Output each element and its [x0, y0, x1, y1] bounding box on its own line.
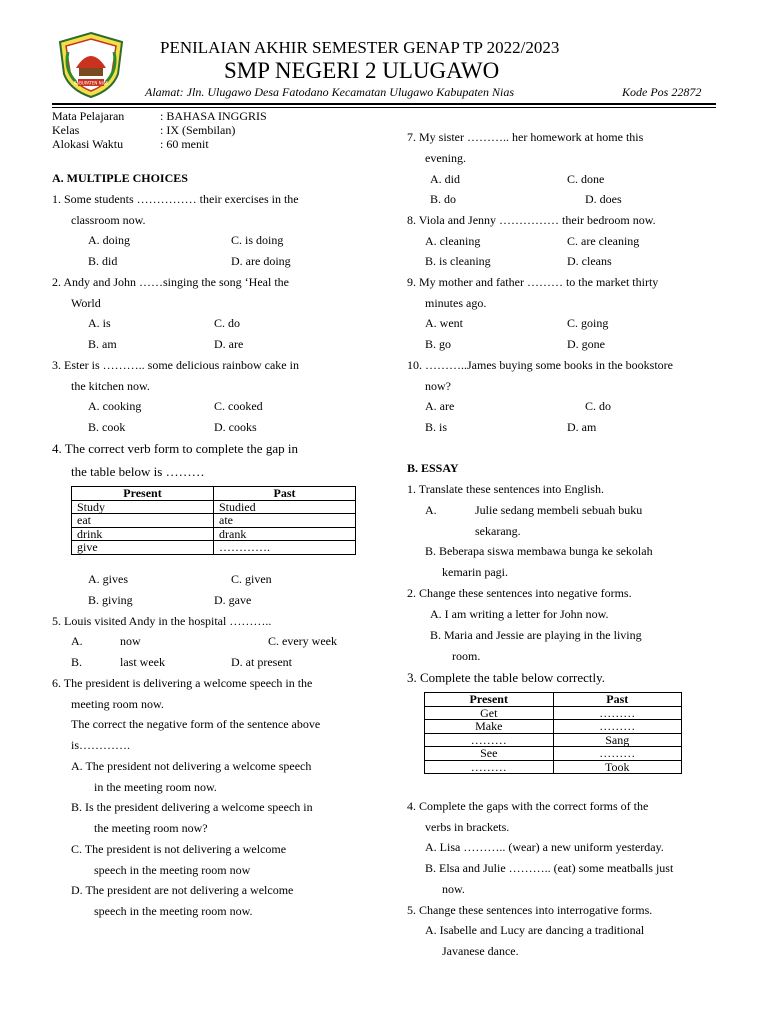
essay4-line2: verbs in brackets.: [425, 820, 510, 834]
class-value: : IX (Sembilan): [160, 123, 236, 137]
q6-option-a: A. The president not delivering a welcome speech: [71, 759, 312, 773]
q5-line1: 5. Louis visited Andy in the hospital ………..: [52, 614, 272, 628]
table-cell: give: [72, 541, 214, 555]
q6-option-b-cont: the meeting room now?: [94, 821, 208, 835]
essay1-line1: 1. Translate these sentences into English.: [407, 482, 604, 496]
q9-option-c: C. going: [567, 316, 609, 330]
q6-line4: is………….: [71, 738, 131, 752]
q9-line1: 9. My mother and father ……… to the market thirty: [407, 275, 659, 289]
q8-option-d: D. cleans: [567, 254, 612, 268]
q7-option-c: C. done: [567, 172, 605, 186]
essay5-line1: 5. Change these sentences into interrogative forms.: [407, 903, 653, 917]
q5-option-d: D. at present: [231, 655, 292, 669]
logo-text: KABUPATEN NIAS: [73, 80, 109, 86]
q7-line1: 7. My sister ……….. her homework at home this: [407, 130, 644, 144]
essay5-a-text: A. Isabelle and Lucy are dancing a traditional: [425, 923, 645, 937]
q10-line1: 10. ………..James buying some books in the bookstore: [407, 358, 673, 372]
school-emblem-logo: [54, 30, 128, 100]
q4-line2: the table below is ………: [71, 464, 205, 479]
essay4-a-text: A. Lisa ……….. (wear) a new uniform yesterday.: [425, 840, 664, 854]
subject-value: : BAHASA INGGRIS: [160, 109, 267, 123]
table-row: [425, 720, 682, 734]
essay1-b-text: B. Beberapa siswa membawa bunga ke sekolah: [425, 544, 653, 558]
q3-line1: 3. Ester is ……….. some delicious rainbow cake in: [52, 358, 299, 372]
q2-line1: 2. Andy and John ……singing the song ‘Heal the: [52, 275, 289, 289]
table-cell: See: [425, 747, 554, 761]
q10-line2: now?: [425, 379, 451, 393]
essay1-a-cont: sekarang.: [475, 524, 521, 538]
q4-line1: 4. The correct verb form to complete the gap in: [52, 441, 298, 456]
essay1-b-cont: kemarin pagi.: [442, 565, 508, 579]
q3-option-b: B. cook: [88, 420, 126, 434]
table-row: [425, 706, 682, 720]
q5-option-c: C. every week: [268, 634, 337, 648]
q9-line2: minutes ago.: [425, 296, 487, 310]
q6-option-a-cont: in the meeting room now.: [94, 780, 217, 794]
q3-option-c: C. cooked: [214, 399, 263, 413]
q1-line1: 1. Some students …………… their exercises in the: [52, 192, 299, 206]
q9-option-a: A. went: [425, 316, 463, 330]
table-cell: eat: [72, 514, 214, 528]
school-address: Alamat: Jln. Ulugawo Desa Fatodano Kecamatan Ulugawo Kabupaten Nias: [145, 85, 514, 99]
table-row: [425, 733, 682, 747]
q6-option-c: C. The president is not delivering a welcome: [71, 842, 287, 856]
table-cell: drink: [72, 527, 214, 541]
q6-option-c-cont: speech in the meeting room now: [94, 863, 251, 877]
essay3-table-header-present: Present: [425, 693, 554, 707]
essay3-line1: 3. Complete the table below correctly.: [407, 670, 606, 685]
essay3-verb-table: [424, 692, 682, 774]
essay2-b-text: B. Maria and Jessie are playing in the living: [430, 628, 642, 642]
table-cell: Took: [553, 760, 682, 774]
table-cell: Get: [425, 706, 554, 720]
table-row: [72, 527, 356, 541]
table-cell: ate: [214, 514, 356, 528]
q2-line2: World: [71, 296, 101, 310]
table-cell: drank: [214, 527, 356, 541]
postal-code: Kode Pos 22872: [622, 85, 702, 99]
q4-table-header-past: Past: [214, 487, 356, 501]
q6-option-b: B. Is the president delivering a welcome speech in: [71, 800, 313, 814]
q6-line3: The correct the negative form of the sentence above: [71, 717, 321, 731]
essay3-table-header-past: Past: [553, 693, 682, 707]
q10-option-b: B. is: [425, 420, 448, 434]
table-cell: Study: [72, 500, 214, 514]
q4-verb-table: [71, 486, 356, 555]
table-cell: Make: [425, 720, 554, 734]
q6-line2: meeting room now.: [71, 697, 164, 711]
q7-line2: evening.: [425, 151, 466, 165]
table-row: [72, 541, 356, 555]
q3-option-d: D. cooks: [214, 420, 257, 434]
header-rule-thin: [52, 107, 716, 108]
q10-option-c: C. do: [585, 399, 612, 413]
q8-line1: 8. Viola and Jenny …………… their bedroom now.: [407, 213, 656, 227]
q4-option-d: D. gave: [214, 593, 252, 607]
table-row: [425, 747, 682, 761]
table-row: [72, 500, 356, 514]
essay2-b-cont: room.: [452, 649, 481, 663]
table-cell: ………: [425, 760, 554, 774]
time-value: : 60 menit: [160, 137, 209, 151]
q5-option-b-letter: B.: [71, 655, 83, 669]
q2-option-a: A. is: [88, 316, 111, 330]
table-cell: ………: [425, 733, 554, 747]
q4-option-b: B. giving: [88, 593, 133, 607]
section-a-title: A. MULTIPLE CHOICES: [52, 171, 188, 185]
q8-option-c: C. are cleaning: [567, 234, 640, 248]
essay1-a-text: Julie sedang membeli sebuah buku: [475, 503, 643, 517]
essay4-line1: 4. Complete the gaps with the correct forms of the: [407, 799, 649, 813]
q6-option-d: D. The president are not delivering a welcome: [71, 883, 294, 897]
q7-option-b: B. do: [430, 192, 457, 206]
table-row: [425, 760, 682, 774]
q8-option-b: B. is cleaning: [425, 254, 491, 268]
q1-line2: classroom now.: [71, 213, 146, 227]
class-label: Kelas: [52, 123, 80, 137]
q10-option-a: A. are: [425, 399, 455, 413]
q2-option-b: B. am: [88, 337, 117, 351]
q2-option-c: C. do: [214, 316, 241, 330]
table-cell: Sang: [553, 733, 682, 747]
q5-option-a: now: [120, 634, 141, 648]
q3-option-a: A. cooking: [88, 399, 142, 413]
essay2-line1: 2. Change these sentences into negative forms.: [407, 586, 632, 600]
q3-line2: the kitchen now.: [71, 379, 150, 393]
table-cell: ………….: [214, 541, 356, 555]
essay5-a-cont: Javanese dance.: [442, 944, 519, 958]
q7-option-d: D. does: [585, 192, 622, 206]
q4-option-a: A. gives: [88, 572, 128, 586]
q9-option-b: B. go: [425, 337, 452, 351]
q4-option-c: C. given: [231, 572, 272, 586]
table-cell: ………: [553, 706, 682, 720]
table-cell: Studied: [214, 500, 356, 514]
q6-option-d-cont: speech in the meeting room now.: [94, 904, 253, 918]
essay2-a-text: A. I am writing a letter for John now.: [430, 607, 609, 621]
q8-option-a: A. cleaning: [425, 234, 481, 248]
q1-option-d: D. are doing: [231, 254, 291, 268]
exam-title: PENILAIAN AKHIR SEMESTER GENAP TP 2022/2023: [160, 38, 560, 57]
time-label: Alokasi Waktu: [52, 137, 124, 151]
q1-option-c: C. is doing: [231, 233, 284, 247]
q9-option-d: D. gone: [567, 337, 605, 351]
subject-label: Mata Pelajaran: [52, 109, 125, 123]
q1-option-b: B. did: [88, 254, 118, 268]
q2-option-d: D. are: [214, 337, 244, 351]
q4-table-header-present: Present: [72, 487, 214, 501]
q6-line1: 6. The president is delivering a welcome speech in the: [52, 676, 313, 690]
essay1-a-letter: A.: [425, 503, 437, 517]
essay4-b-cont: now.: [442, 882, 465, 896]
table-row: [72, 514, 356, 528]
table-cell: ………: [553, 720, 682, 734]
school-name: SMP NEGERI 2 ULUGAWO: [224, 58, 500, 83]
q1-option-a: A. doing: [88, 233, 130, 247]
table-cell: ………: [553, 747, 682, 761]
q10-option-d: D. am: [567, 420, 597, 434]
header-rule-thick: [52, 103, 716, 105]
q7-option-a: A. did: [430, 172, 460, 186]
q5-option-a-letter: A.: [71, 634, 83, 648]
section-b-title: B. ESSAY: [407, 461, 459, 475]
q5-option-b: last week: [120, 655, 165, 669]
essay4-b-text: B. Elsa and Julie ……….. (eat) some meatballs just: [425, 861, 674, 875]
